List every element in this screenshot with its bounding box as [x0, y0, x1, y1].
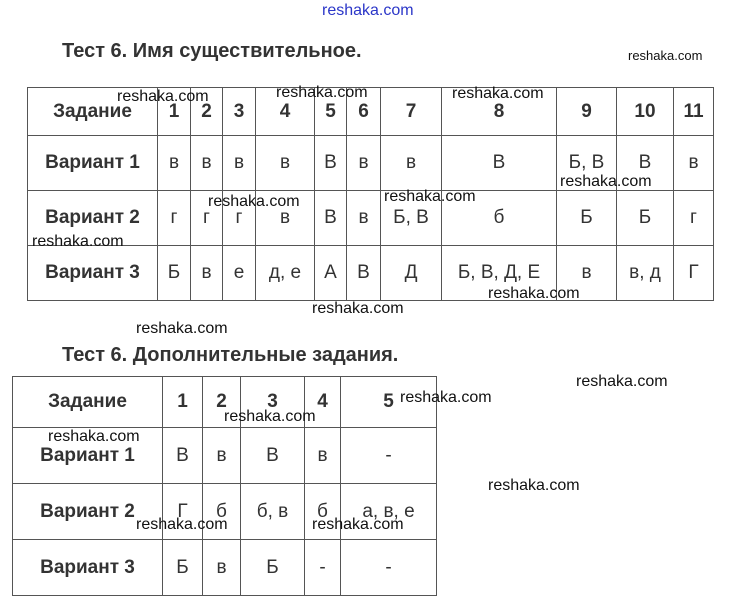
answer-cell: - — [341, 428, 437, 484]
column-number: 1 — [158, 88, 191, 136]
row-label: Вариант 1 — [13, 428, 163, 484]
row-label: Вариант 2 — [28, 191, 158, 246]
answer-cell: в — [557, 246, 617, 301]
answer-cell: В — [315, 136, 347, 191]
answer-cell: В — [241, 428, 305, 484]
answer-cell: е — [223, 246, 256, 301]
answer-cell: в — [191, 136, 223, 191]
column-number: 10 — [617, 88, 674, 136]
table-row — [13, 484, 437, 540]
answer-cell: в — [203, 540, 241, 596]
answer-cell: б — [305, 484, 341, 540]
watermark: reshaka.com — [312, 516, 404, 533]
answer-cell: в — [674, 136, 714, 191]
test2-answer-table — [12, 376, 437, 596]
test2-title: Тест 6. Дополнительные задания. — [62, 344, 399, 366]
watermark: reshaka.com — [32, 233, 124, 250]
table-row — [28, 246, 714, 301]
answer-cell: В — [163, 428, 203, 484]
row-label: Вариант 3 — [13, 540, 163, 596]
answer-cell: г — [191, 191, 223, 246]
column-number: 11 — [674, 88, 714, 136]
watermark: reshaka.com — [48, 428, 140, 445]
answer-cell: Б, В — [557, 136, 617, 191]
column-number: 3 — [223, 88, 256, 136]
column-number: 2 — [203, 377, 241, 428]
column-number: 8 — [442, 88, 557, 136]
row-label: Вариант 2 — [13, 484, 163, 540]
watermark: reshaka.com — [560, 173, 652, 190]
table-row — [13, 540, 437, 596]
watermark: reshaka.com — [136, 516, 228, 533]
test1-title: Тест 6. Имя существительное. — [62, 40, 362, 62]
column-number: 5 — [341, 377, 437, 428]
column-number: 9 — [557, 88, 617, 136]
answer-cell: в — [256, 136, 315, 191]
answer-cell: в — [158, 136, 191, 191]
answer-cell: в — [223, 136, 256, 191]
answer-cell: В — [617, 136, 674, 191]
answer-cell: Б — [617, 191, 674, 246]
watermark: reshaka.com — [276, 84, 368, 101]
column-number: 4 — [256, 88, 315, 136]
answer-cell: Б — [158, 246, 191, 301]
header-label: Задание — [13, 377, 163, 428]
site-link[interactable]: reshaka.com — [322, 2, 414, 19]
column-number: 7 — [381, 88, 442, 136]
answer-cell: Д — [381, 246, 442, 301]
row-label: Вариант 3 — [28, 246, 158, 301]
answer-cell: в — [256, 191, 315, 246]
answer-cell: г — [674, 191, 714, 246]
answer-cell: В — [442, 136, 557, 191]
watermark: reshaka.com — [628, 48, 703, 63]
row-label: Вариант 1 — [28, 136, 158, 191]
watermark: reshaka.com — [312, 300, 404, 317]
table-row — [28, 136, 714, 191]
table-header-row — [13, 377, 437, 428]
column-number: 5 — [315, 88, 347, 136]
watermark: reshaka.com — [384, 188, 476, 205]
answer-cell: г — [158, 191, 191, 246]
answer-cell: в — [203, 428, 241, 484]
answer-cell: - — [341, 540, 437, 596]
column-number: 2 — [191, 88, 223, 136]
watermark: reshaka.com — [488, 285, 580, 302]
test1-answer-table — [27, 87, 714, 301]
column-number: 4 — [305, 377, 341, 428]
table-row — [13, 428, 437, 484]
answer-cell: б — [203, 484, 241, 540]
answer-cell: в — [191, 246, 223, 301]
column-number: 3 — [241, 377, 305, 428]
answer-cell: Б — [163, 540, 203, 596]
column-number: 1 — [163, 377, 203, 428]
watermark: reshaka.com — [400, 389, 492, 406]
answer-cell: А — [315, 246, 347, 301]
watermark: reshaka.com — [576, 373, 668, 390]
answer-cell: б, в — [241, 484, 305, 540]
answer-cell: в — [347, 136, 381, 191]
answer-cell: В — [315, 191, 347, 246]
answer-cell: а, в, е — [341, 484, 437, 540]
watermark: reshaka.com — [117, 88, 209, 105]
answer-cell: в, д — [617, 246, 674, 301]
answer-cell: В — [347, 246, 381, 301]
answer-cell: Б, В — [381, 191, 442, 246]
table-header-row — [28, 88, 714, 136]
answer-cell: д, е — [256, 246, 315, 301]
answer-cell: Б — [557, 191, 617, 246]
table-row — [28, 191, 714, 246]
column-number: 6 — [347, 88, 381, 136]
answer-cell: - — [305, 540, 341, 596]
answer-cell: Г — [163, 484, 203, 540]
answer-cell: в — [305, 428, 341, 484]
answer-cell: в — [381, 136, 442, 191]
watermark: reshaka.com — [452, 85, 544, 102]
answer-cell: Г — [674, 246, 714, 301]
watermark: reshaka.com — [488, 477, 580, 494]
answer-cell: в — [347, 191, 381, 246]
answer-cell: Б, В, Д, Е — [442, 246, 557, 301]
answer-cell: б — [442, 191, 557, 246]
watermark: reshaka.com — [136, 320, 228, 337]
answer-cell: г — [223, 191, 256, 246]
header-label: Задание — [28, 88, 158, 136]
watermark: reshaka.com — [224, 408, 316, 425]
watermark: reshaka.com — [208, 193, 300, 210]
answer-cell: Б — [241, 540, 305, 596]
